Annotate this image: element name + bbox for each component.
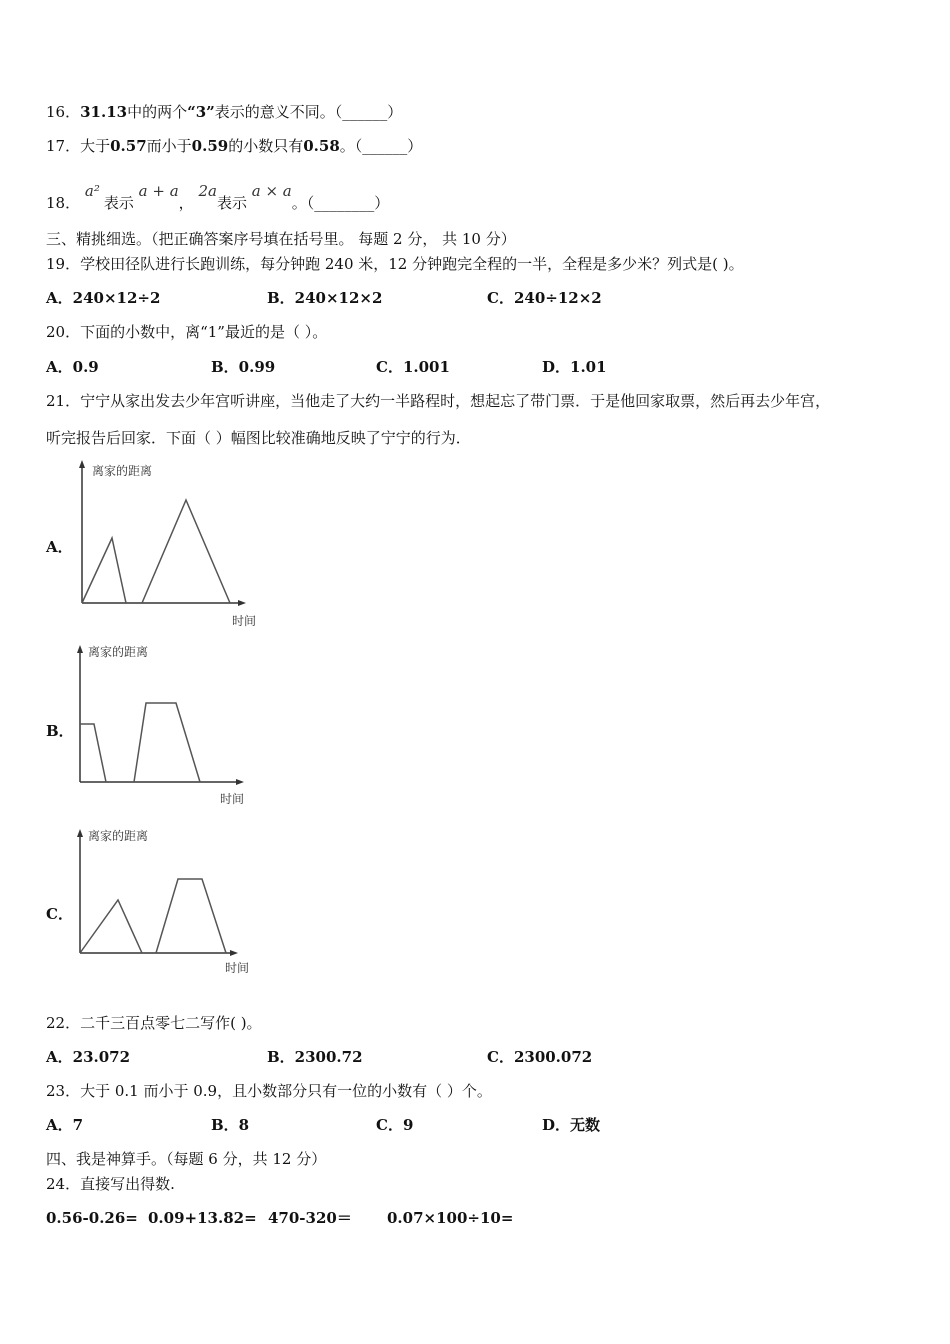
- x-axis-label: 时间: [220, 792, 245, 806]
- q24-item-3: 470-320＝: [268, 1209, 352, 1227]
- q21-graph-b: [70, 641, 270, 811]
- q23-option-b: B．8: [211, 1116, 250, 1134]
- q17-text-a: 大于: [80, 137, 111, 155]
- q18-text-represents-2: 表示: [216, 194, 247, 212]
- q22-option-b: B．2300.72: [267, 1048, 363, 1066]
- question-18: [46, 176, 389, 218]
- q17-value-b: 0.59: [191, 137, 229, 155]
- q17-number: 17．: [46, 137, 81, 155]
- question-24: 24．直接写出得数.: [46, 1175, 175, 1193]
- q17-value-a: 0.57: [110, 137, 147, 155]
- question-20: 20．下面的小数中，离“1”最近的是（ ）。: [46, 323, 328, 341]
- q21-graph-b-label: B．: [46, 722, 74, 740]
- q16-number-value: 31.13: [80, 103, 128, 121]
- q17-value-c: 0.58: [303, 137, 340, 155]
- q19-option-a: A．240×12÷2: [46, 289, 161, 307]
- q23-option-d: D．无数: [542, 1116, 601, 1134]
- x-axis-arrow: [238, 600, 246, 606]
- q22-option-c: C．2300.072: [487, 1048, 593, 1066]
- distance-line: [80, 879, 226, 953]
- x-axis-label: 时间: [232, 614, 257, 628]
- q24-item-2: 0.09+13.82=: [148, 1209, 257, 1227]
- question-21-line-1: 21．宁宁从家出发去少年宫听讲座，当他走了大约一半路程时，想起忘了带门票．于是他回家取票，然后再去少年宫，: [46, 392, 831, 410]
- q19-option-c: C．240÷12×2: [487, 289, 602, 307]
- y-axis-label: 离家的距离: [88, 829, 149, 843]
- question-23: 23．大于 0.1 而小于 0.9，且小数部分只有一位的小数有（ ）个。: [46, 1082, 492, 1100]
- distance-line: [80, 703, 200, 782]
- y-axis-label: 离家的距离: [88, 645, 149, 659]
- y-axis-arrow: [77, 829, 83, 837]
- q21-graph-a-label: A．: [46, 538, 73, 556]
- q21-graph-c-label: C．: [46, 905, 73, 923]
- q18-math-a-plus-a: a + a: [138, 182, 179, 200]
- x-axis-arrow: [236, 779, 244, 785]
- q23-option-c: C．9: [376, 1116, 414, 1134]
- q20-option-d: D．1.01: [542, 358, 607, 376]
- q19-option-b: B．240×12×2: [267, 289, 383, 307]
- q16-quote: “3”: [187, 103, 215, 121]
- q18-separator: ，: [178, 194, 194, 212]
- q24-item-1: 0.56-0.26=: [46, 1209, 138, 1227]
- q23-option-a: A．7: [46, 1116, 84, 1134]
- question-19: 19．学校田径队进行长跑训练，每分钟跑 240 米，12 分钟跑完全程的一半，全程是多少米？列式是( )。: [46, 255, 744, 273]
- q21-graph-c: [70, 825, 270, 980]
- section-4-title: 四、我是神算手。（每题 6 分，共 12 分）: [46, 1150, 327, 1168]
- question-17: [46, 136, 422, 156]
- q18-math-a-squared: a²: [84, 182, 100, 200]
- y-axis-label: 离家的距离: [92, 464, 153, 478]
- q17-text-e: 的小数只有: [228, 137, 304, 155]
- question-22: 22．二千三百点零七二写作( )。: [46, 1014, 262, 1032]
- q20-option-a: A．0.9: [46, 358, 99, 376]
- q18-tail: 。（________）: [291, 194, 390, 212]
- q17-tail: 。（______）: [339, 137, 423, 155]
- q20-option-c: C．1.001: [376, 358, 450, 376]
- question-16: [46, 102, 402, 122]
- q18-number: 18．: [46, 194, 81, 212]
- question-21-line-2: 听完报告后回家．下面（ ）幅图比较准确地反映了宁宁的行为．: [46, 429, 471, 447]
- q22-option-a: A．23.072: [46, 1048, 131, 1066]
- x-axis-arrow: [230, 950, 238, 956]
- q16-number: 16．: [46, 103, 81, 121]
- q16-text: 中的两个: [127, 103, 188, 121]
- x-axis-label: 时间: [225, 961, 250, 975]
- section-3-title: 三、精挑细选。（把正确答案序号填在括号里。 每题 2 分， 共 10 分）: [46, 230, 516, 248]
- q18-text-represents-1: 表示: [103, 194, 134, 212]
- q18-math-a-times-a: a × a: [251, 182, 292, 200]
- distance-line: [82, 500, 230, 603]
- q17-text-c: 而小于: [146, 137, 192, 155]
- q16-tail: 表示的意义不同。（______）: [214, 103, 403, 121]
- q18-math-2a: 2a: [198, 182, 217, 200]
- y-axis-arrow: [77, 645, 83, 653]
- q21-graph-a: [70, 458, 270, 633]
- y-axis-arrow: [79, 460, 85, 468]
- q20-option-b: B．0.99: [211, 358, 276, 376]
- q24-item-4: 0.07×100÷10=: [387, 1209, 514, 1227]
